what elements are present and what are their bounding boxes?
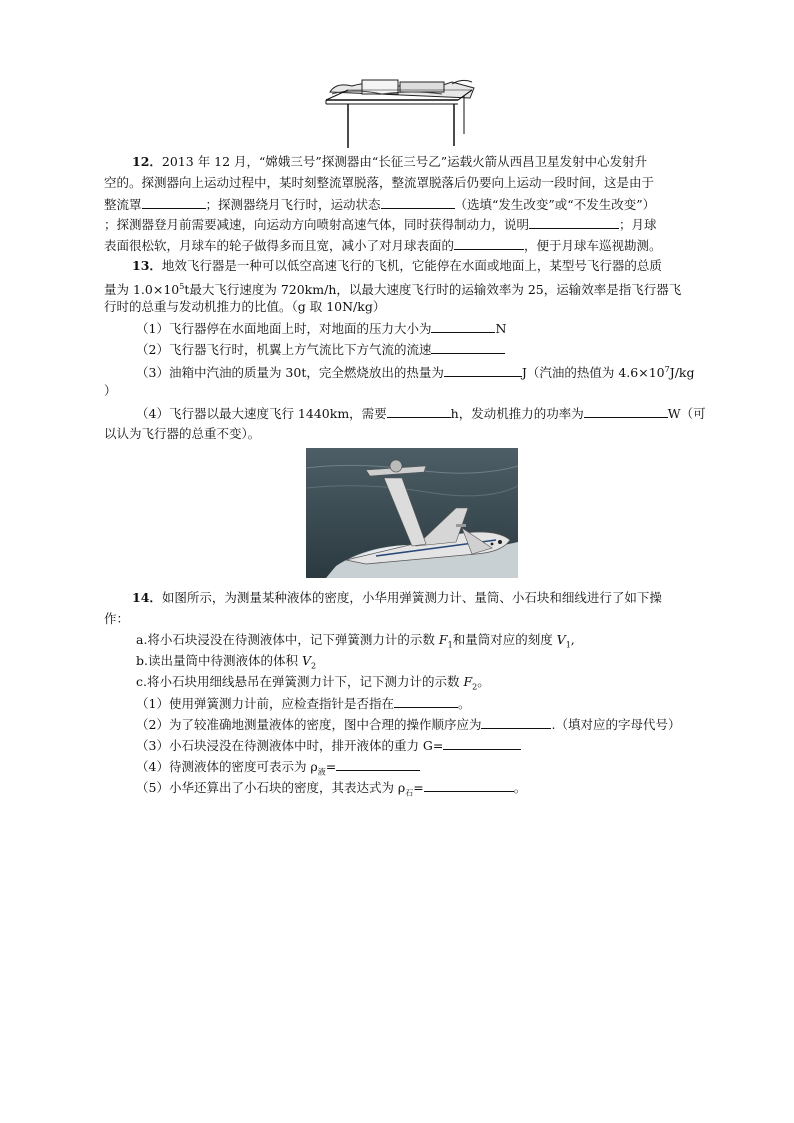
answer-blank[interactable] [142,194,206,209]
q12-line-5: 表面很松软，月球车的轮子做得多而且宽，减小了对月球表面的 ，便于月球车巡视勘测。 [104,235,662,256]
answer-blank[interactable] [529,214,619,229]
q14-sub-4: （4）待测液体的密度可表示为 $\rho_液=$ [136,756,420,783]
q14-line-1: 14．如图所示，为测量某种液体的密度，小华用弹簧测力计、量筒、小石块和细线进行了如下操 [132,590,662,605]
spring-scale-figure [322,78,482,148]
q14-step-c: c.将小石块用细线悬吊在弹簧测力计下，记下测力计的示数 $F_2$。 [136,674,490,692]
answer-blank[interactable] [443,735,521,750]
q12-line-1: 12．2013 年 12 月，“嫦娥三号”探测器由“长征三号乙”运载火箭从西昌卫星发射中心发射升 [132,154,648,169]
q14-sub-3: （3）小石块浸没在待测液体中时，排开液体的重力 G= [136,735,521,756]
q12-line-3: 整流罩 ；探测器绕月飞行时，运动状态 （选填“发生改变”或“不发生改变”） [104,194,655,215]
q14-step-a: a.将小石块浸没在待测液体中，记下弹簧测力计的示数 $F_1$和量筒对应的刻度 $V_1$, [136,632,575,650]
q14-line-2: 作： [104,611,130,626]
answer-blank[interactable] [444,362,522,377]
q13-line-3: 行时的总重与发动机推力的比值。（g 取 10N/kg） [104,299,386,314]
q13-line-2: 量为 $1.0\times 10^5t$最大飞行速度为 720km/h，以最大速度飞行时的运输效率为 25，运输效率是指飞行器飞 [104,282,682,298]
q12-line-2: 空的。探测器向上运动过程中，某时刻整流罩脱落，整流罩脱落后仍要向上运动一段时间，这是由于 [104,175,655,190]
ground-effect-aircraft-photo [306,448,518,578]
q13-sub-1: （1）飞行器停在水面地面上时，对地面的压力大小为 N [136,318,506,339]
q14-sub-2: （2）为了较准确地测量液体的密度，图中合理的操作顺序应为 .（填对应的字母代号） [136,714,680,735]
q13-line-1: 13．地效飞行器是一种可以低空高速飞行的飞机，它能停在水面或地面上，某型号飞行器的总质 [132,258,662,273]
q12-line-4: ；探测器登月前需要减速，向运动方向喷射高速气体，同时获得制动力，说明 ；月球 [104,214,657,235]
q13-sub-3: （3）油箱中汽油的质量为 30t，完全燃烧放出的热量为 J（汽油的热值为 $4.6\times 10^7J/kg$ [136,360,695,383]
answer-blank[interactable] [336,756,420,771]
answer-blank[interactable] [584,403,668,418]
q13-sub-2: （2）飞行器飞行时，机翼上方气流比下方气流的流速 [136,339,505,360]
answer-blank[interactable] [381,194,455,209]
answer-blank[interactable] [431,318,495,333]
answer-blank[interactable] [481,714,551,729]
q14-step-b: b.读出量筒中待测液体的体积 $V_2$ [136,653,317,671]
answer-blank[interactable] [431,339,505,354]
q13-sub-3-close: ） [104,383,117,398]
q14-sub-5: （5）小华还算出了小石块的密度，其表达式为 $\rho_石=$ 。 [136,777,526,804]
answer-blank[interactable] [394,693,458,708]
q14-sub-1: （1）使用弹簧测力计前，应检查指针是否指在 。 [136,693,470,714]
q13-sub-4-cont: 以认为飞行器的总重不变）。 [104,426,261,441]
answer-blank[interactable] [424,777,514,792]
answer-blank[interactable] [454,235,524,250]
answer-blank[interactable] [387,403,451,418]
q13-sub-4: （4）飞行器以最大速度飞行 1440km，需要 h，发动机推力的功率为 W（可 [136,403,706,424]
